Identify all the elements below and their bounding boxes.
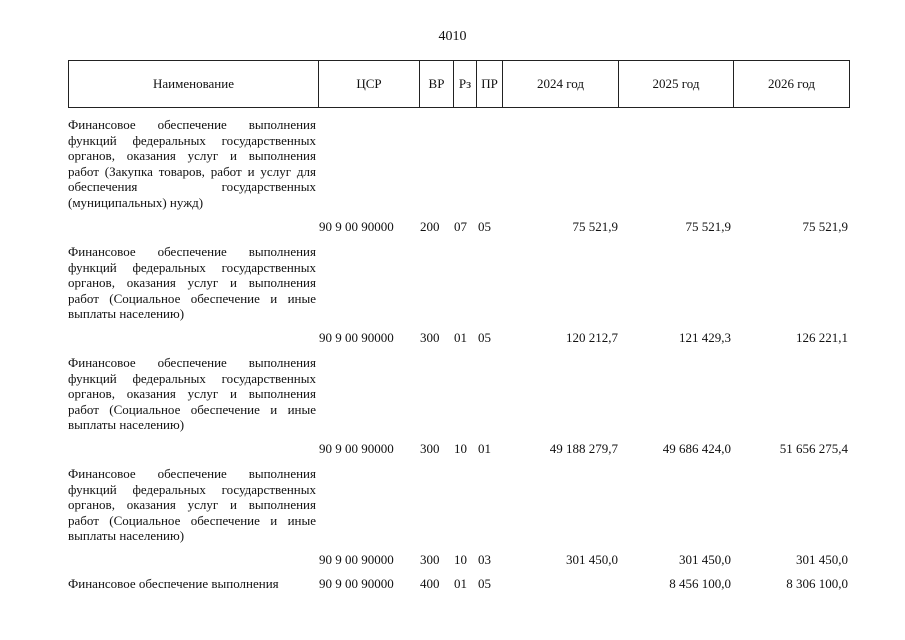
row-2026: 301 450,0 [796,552,848,567]
row-2024: 75 521,9 [572,219,618,234]
row-pr: 05 [478,219,491,234]
row-2026: 8 306 100,0 [786,576,848,591]
header-pr: ПР [477,61,503,107]
row-2026: 75 521,9 [802,219,848,234]
row-rz: 01 [454,330,467,345]
row-csr: 90 9 00 90000 [319,576,394,591]
page-number: 4010 [438,29,467,44]
row-name: Финансовое обеспечение выполнения [68,576,279,591]
row-name: Финансовое обеспечение выполнения функций федеральных государственных органов, оказания услуг и выполнения работ (Социальное обеспечение и иные выплаты населению) [68,466,316,544]
header-2024: 2024 год [503,61,619,107]
row-2024: 120 212,7 [566,330,618,345]
row-2024: 301 450,0 [566,552,618,567]
header-vr: ВР [420,61,454,107]
row-csr: 90 9 00 90000 [319,330,394,345]
row-2025: 121 429,3 [679,330,731,345]
row-rz: 01 [454,576,467,591]
row-2025: 75 521,9 [685,219,731,234]
table-row [68,244,850,346]
row-2025: 49 686 424,0 [662,441,731,456]
row-csr: 90 9 00 90000 [319,552,394,567]
table-row [68,117,850,235]
row-vr: 300 [420,330,440,345]
row-name: Финансовое обеспечение выполнения функций федеральных государственных органов, оказания услуг и выполнения работ (Социальное обеспечение и иные выплаты населению) [68,355,316,433]
header-name: Наименование [69,61,319,107]
row-name: Финансовое обеспечение выполнения функций федеральных государственных органов, оказания услуг и выполнения работ (Закупка товаров, работ и услуг для обеспечения государственных (муниципальных) нужд) [68,117,316,210]
table-row [68,466,850,568]
row-pr: 05 [478,330,491,345]
header-rz: Рз [454,61,477,107]
row-rz: 10 [454,441,467,456]
row-2024: 49 188 279,7 [549,441,618,456]
table-row [68,576,850,594]
row-rz: 07 [454,219,467,234]
row-2025: 8 456 100,0 [669,576,731,591]
row-2026: 126 221,1 [796,330,848,345]
header-2025: 2025 год [619,61,734,107]
row-vr: 300 [420,552,440,567]
row-2026: 51 656 275,4 [779,441,848,456]
row-pr: 05 [478,576,491,591]
row-pr: 01 [478,441,491,456]
row-pr: 03 [478,552,491,567]
table-row [68,355,850,457]
row-vr: 300 [420,441,440,456]
row-name: Финансовое обеспечение выполнения функций федеральных государственных органов, оказания услуг и выполнения работ (Социальное обеспечение и иные выплаты населению) [68,244,316,322]
row-vr: 400 [420,576,440,591]
header-2026: 2026 год [768,76,815,91]
row-csr: 90 9 00 90000 [319,219,394,234]
table-header [68,60,850,108]
row-2025: 301 450,0 [679,552,731,567]
row-rz: 10 [454,552,467,567]
header-csr: ЦСР [319,61,420,107]
row-vr: 200 [420,219,440,234]
row-csr: 90 9 00 90000 [319,441,394,456]
